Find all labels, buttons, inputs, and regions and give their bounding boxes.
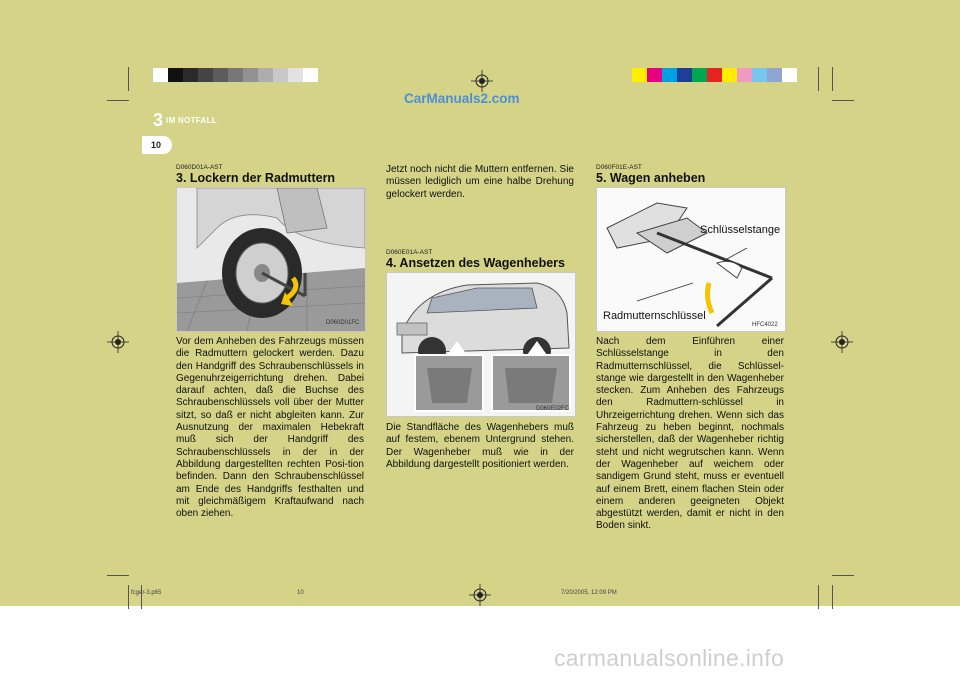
color-swatch bbox=[647, 68, 662, 82]
section-body: Die Standfläche des Wagenhebers muß auf festem, ebenem Untergrund stehen. Der Wagenheber muß wie in der Abbildung dargestellt positioniert werden. bbox=[386, 422, 574, 470]
footer-file: fcger-3.p65 bbox=[131, 590, 162, 596]
figure-code: HFC4022 bbox=[752, 322, 778, 328]
grayscale-swatch bbox=[228, 68, 243, 82]
watermark-link[interactable]: CarManuals2.com bbox=[404, 91, 520, 106]
grayscale-swatch bbox=[213, 68, 228, 82]
footer-date: 7/20/2005, 12:09 PM bbox=[561, 590, 617, 596]
grayscale-swatch bbox=[198, 68, 213, 82]
registration-mark-bottom bbox=[469, 584, 491, 606]
color-swatch bbox=[662, 68, 677, 82]
grayscale-swatch bbox=[303, 68, 318, 82]
color-swatch bbox=[722, 68, 737, 82]
label-key-rod: Schlüsselstange bbox=[700, 224, 781, 236]
figure-code: D060E02FC bbox=[536, 406, 570, 412]
section-heading: 4. Ansetzen des Wagenhebers bbox=[386, 256, 565, 270]
color-swatch bbox=[767, 68, 782, 82]
bottom-strip bbox=[0, 606, 960, 678]
color-swatch bbox=[692, 68, 707, 82]
grayscale-swatch bbox=[183, 68, 198, 82]
figure-wheel-nut bbox=[176, 187, 366, 332]
grayscale-swatch bbox=[258, 68, 273, 82]
section-code: D060E01A-AST bbox=[386, 249, 433, 256]
label-wheel-wrench: Radmutternschlüssel bbox=[603, 310, 706, 322]
section-body: Nach dem Einführen einer Schlüsselstange in den Radmutternschlüssel, die Schlüssel-stange wie dargestellt in den Wagenheber stecken. Zum Anheben des Fahrzeugs den Radmuttern-schlüssel in Uhrzeigerrichtung drehen. Wenn sich das Fahrzeug zu heben beginnt, nochmals sicherstellen, daß der Wagenheber richtig steht und nicht wegrutschen kann. Wenn der Wagenheber auf weichem oder sandigem Grund steht, muss er eventuell auf einem Brett, einem flachen Stein oder einem anderen geeigneten Objekt abgestützt werden, damit er nicht in den Boden sinkt. bbox=[596, 336, 784, 532]
figure-jack-position bbox=[386, 272, 576, 417]
grayscale-swatch bbox=[273, 68, 288, 82]
bottom-watermark: carmanualsonline.info bbox=[554, 645, 785, 671]
registration-mark-right bbox=[831, 331, 853, 353]
color-swatch bbox=[752, 68, 767, 82]
color-swatch bbox=[707, 68, 722, 82]
color-swatch bbox=[782, 68, 797, 82]
intro-text: Jetzt noch nicht die Muttern entfernen. Sie müssen lediglich um eine halbe Drehung gelockert werden. bbox=[386, 164, 574, 200]
page-number: 10 bbox=[151, 140, 162, 150]
color-swatch bbox=[677, 68, 692, 82]
grayscale-swatch bbox=[168, 68, 183, 82]
grayscale-color-bar bbox=[153, 68, 318, 82]
chapter-title: IM NOTFALL bbox=[166, 116, 217, 125]
section-code: D060D01A-AST bbox=[176, 164, 223, 171]
section-body: Vor dem Anheben des Fahrzeugs müssen die Radmuttern gelockert werden. Dazu den Handgriff des Schraubenschlüssels in Gegenuhrzeigerrichtung drehen. Dabei darauf achten, daß die Buchse des Schraubenschlüssels voll über der Mutter sitzt, so daß er nicht abgleiten kann. Zur Ausnutzung der maximalen Hebekraft muß sich der Handgriff des Schraubenschlüssels in der in der Abbildung dargestellten rechten Posi-tion befinden. Dann den Schraubenschlüssel am Ende des Handgriffs festhalten und mit gleichmäßigem Kraftaufwand nach oben ziehen. bbox=[176, 336, 364, 520]
registration-mark-left bbox=[107, 331, 129, 353]
section-heading: 5. Wagen anheben bbox=[596, 171, 706, 185]
registration-mark-top bbox=[471, 70, 493, 92]
color-swatch bbox=[737, 68, 752, 82]
chapter-number: 3 bbox=[153, 110, 164, 130]
grayscale-swatch bbox=[243, 68, 258, 82]
grayscale-swatch bbox=[288, 68, 303, 82]
cmyk-color-bar bbox=[632, 68, 797, 82]
figure-code: D060D01FC bbox=[326, 320, 360, 326]
footer-page: 10 bbox=[297, 590, 304, 596]
section-code: D060F01E-AST bbox=[596, 164, 642, 171]
section-heading: 3. Lockern der Radmuttern bbox=[176, 171, 336, 185]
color-swatch bbox=[632, 68, 647, 82]
grayscale-swatch bbox=[153, 68, 168, 82]
